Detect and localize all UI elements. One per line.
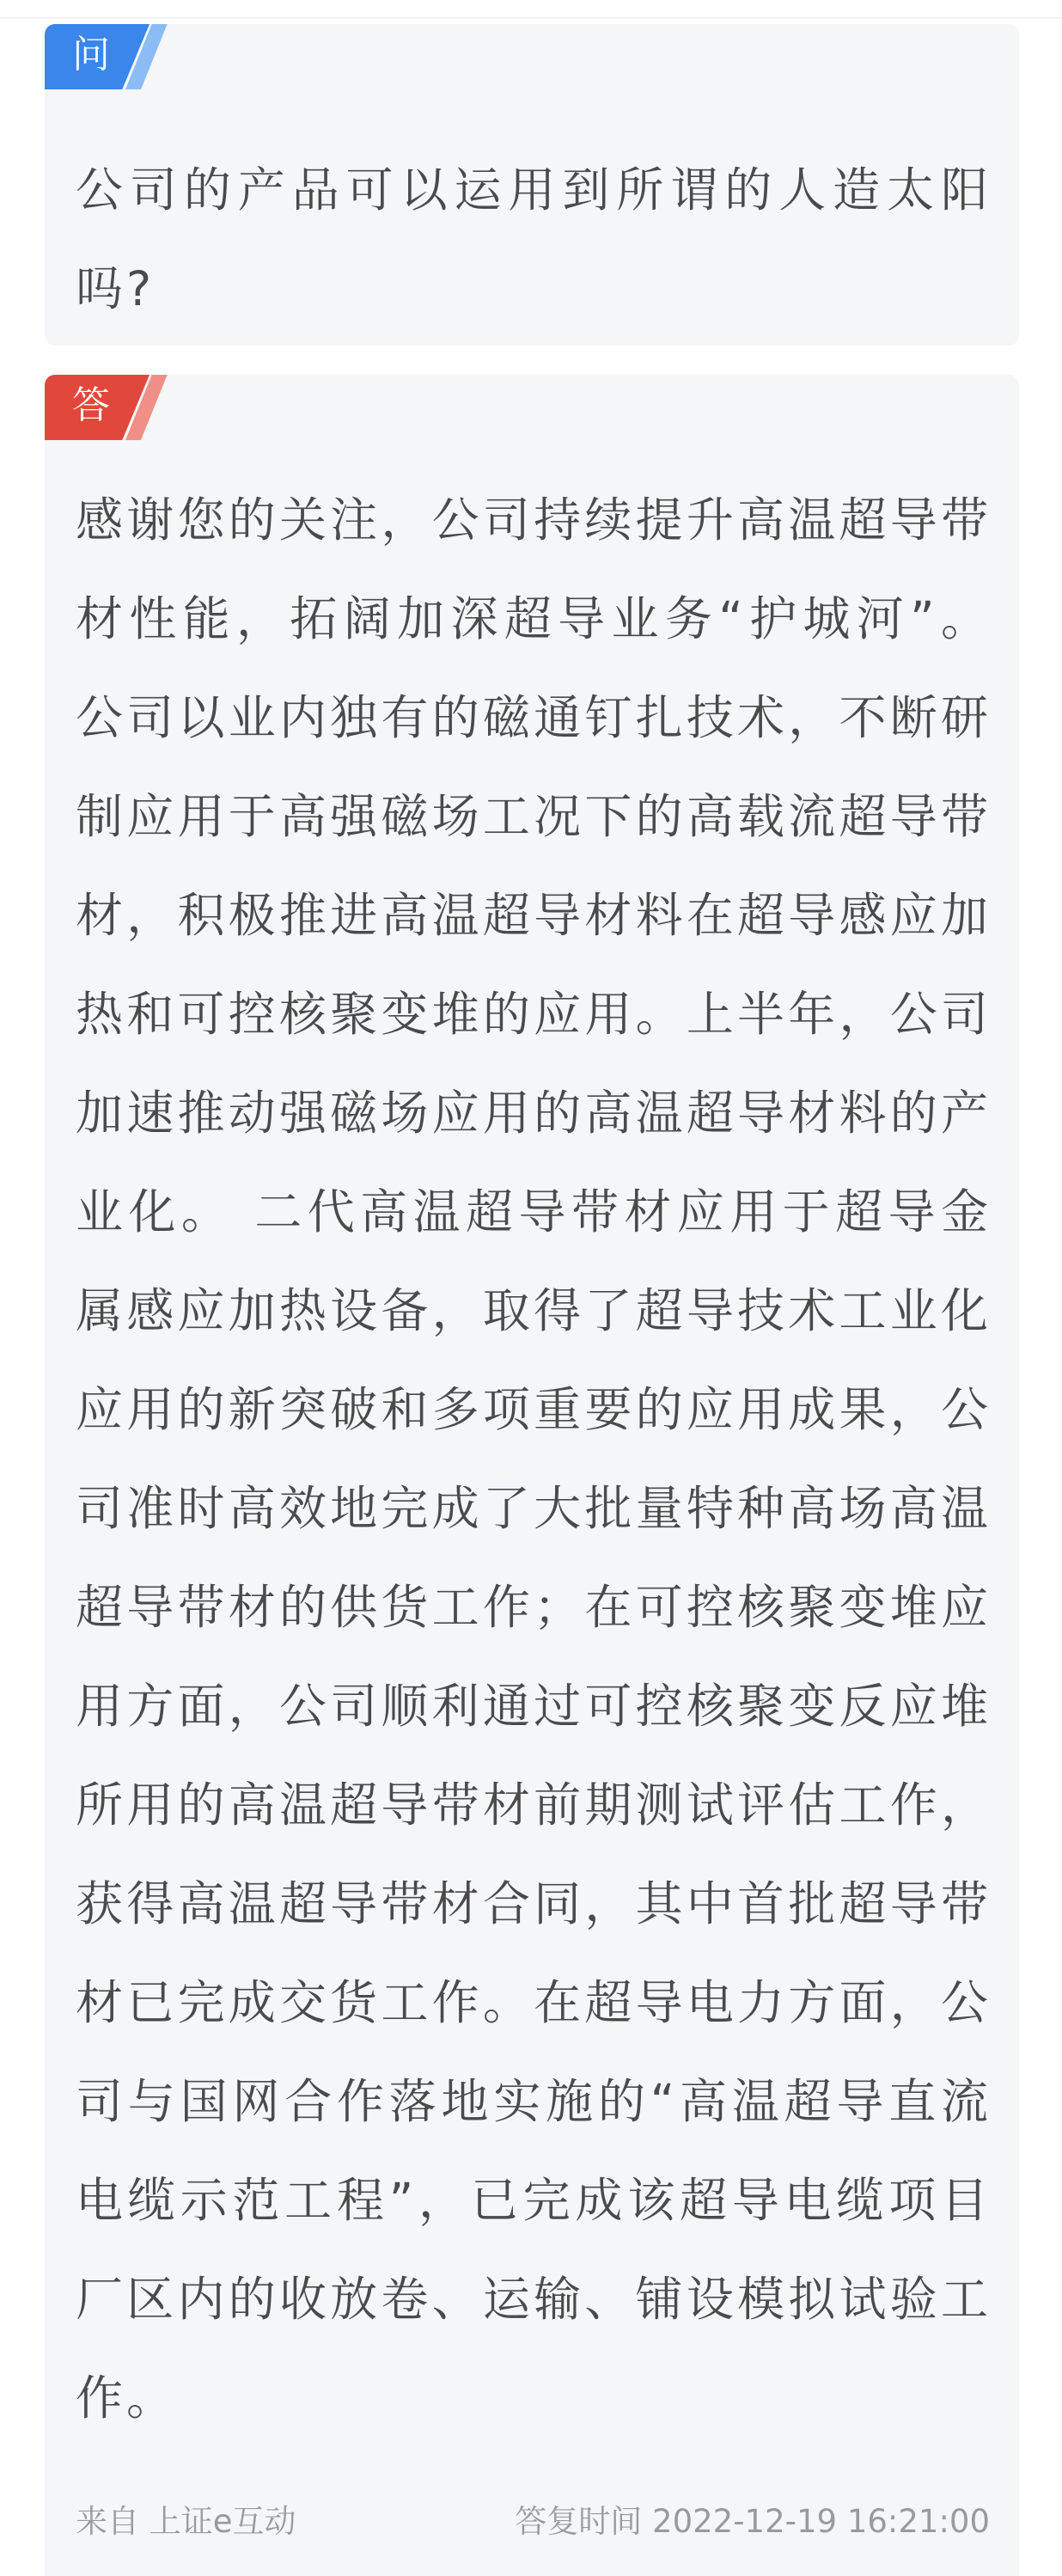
- answer-reply-time: 答复时间 2022-12-19 16:21:00: [515, 2503, 990, 2540]
- top-divider: [0, 17, 1062, 19]
- question-card: [45, 24, 1019, 346]
- question-text: 公司的产品可以运用到所谓的人造太阳吗?: [76, 162, 992, 316]
- answer-source: 来自 上证e互动: [76, 2503, 296, 2540]
- answer-badge-label: 答: [72, 383, 110, 427]
- answer-text: 感谢您的关注，公司持续提升高温超导带材性能，拓阔加深超导业务“护城河”。公司以业内独有的磁通钉扎技术，不断研制应用于高强磁场工况下的高载流超导带材，积极推进高温超导材料在超导感应加热和可控核聚变堆的应用。上半年，公司加速推动强磁场应用的高温超导材料的产业化。 二代高温超导带材应用于超导金属感应加热设备，取得了超导技术工业化应用的新突破和多项重要的应用成果，公司准时高效地完成了大批量特种高场高温超导带材的供货工作；在可控核聚变堆应用方面，公司顺利通过可控核聚变反应堆所用的高温超导带材前期测试评估工作，获得高温超导带材合同，其中首批超导带材已完成交货工作。在超导电力方面，公司与国网合作落地实施的“高温超导直流电缆示范工程”，已完成该超导电缆项目厂区内的收放卷、运输、铺设模拟试验工作。: [76, 493, 992, 2426]
- answer-card: [45, 375, 1019, 2576]
- question-badge: [45, 24, 172, 89]
- question-badge-label: 问: [72, 33, 110, 76]
- answer-badge: [45, 375, 172, 440]
- answer-meta-row: [76, 2494, 990, 2542]
